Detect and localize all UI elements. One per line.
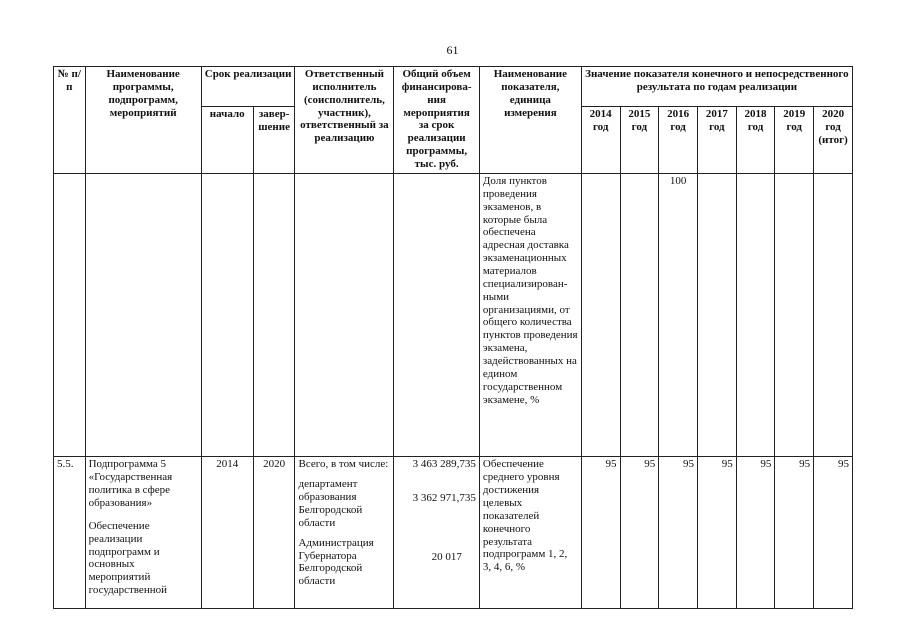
row2-value-2018: 95 <box>736 457 775 609</box>
row1-value-2020 <box>814 174 853 457</box>
header-financing: Общий объем финансирова- ния мероприятия за срок реализации программы, тыс. руб. <box>394 67 480 174</box>
row2-name-measure: Обеспечение реализации подпрограмм и основных мероприятий государственной <box>88 519 167 597</box>
executor-department-label: департамент образования Белгородской области <box>298 478 363 529</box>
row1-name <box>85 174 201 457</box>
header-period-start: начало <box>201 107 253 174</box>
row1-indicator: Доля пунктов проведения экзаменов, в которые была обеспечена адресная доставка экзаменационных материалов специализирован- ными организациями, от общего количества пунктов проведения экзамена, задействованных на едином государственном экзамене, % <box>479 174 581 457</box>
table-row <box>54 457 853 609</box>
financing-total: 3 463 289,735 <box>412 458 476 471</box>
row2-executor <box>295 457 394 609</box>
header-year-2016: 2016 год <box>659 107 698 174</box>
row2-value-2019: 95 <box>775 457 814 609</box>
header-year-2018: 2018 год <box>736 107 775 174</box>
executor-administration-label: Администрация Губернатора Белгородской области <box>298 536 374 588</box>
row2-end: 2020 <box>253 457 295 609</box>
page-number: 61 <box>446 43 459 57</box>
header-year-2020: 2020 год (итог) <box>814 107 853 174</box>
row1-value-2017 <box>697 174 736 457</box>
row2-value-2020: 95 <box>814 457 853 609</box>
program-table <box>53 66 853 609</box>
row1-value-2016: 100 <box>659 174 698 457</box>
row1-value-2018 <box>736 174 775 457</box>
financing-administration: 20 017 <box>431 551 462 564</box>
row2-value-2016: 95 <box>659 457 698 609</box>
header-year-2017: 2017 год <box>697 107 736 174</box>
header-indicator: Наименование показателя, единица измерения <box>479 67 581 174</box>
header-period: Срок реализации <box>201 67 295 107</box>
table-row <box>54 174 853 457</box>
row2-value-2015: 95 <box>620 457 659 609</box>
row2-value-2014: 95 <box>581 457 620 609</box>
row1-num <box>54 174 86 457</box>
header-num: № п/п <box>54 67 86 174</box>
financing-department: 3 362 971,735 <box>412 492 476 505</box>
row1-value-2015 <box>620 174 659 457</box>
header-year-2015: 2015 год <box>620 107 659 174</box>
executor-total-label: Всего, в том числе: <box>298 458 389 471</box>
row1-executor <box>295 174 394 457</box>
header-name: Наименование программы, подпрограмм, мероприятий <box>85 67 201 174</box>
header-values-title: Значение показателя конечного и непосредственного результата по годам реализации <box>581 67 852 107</box>
row2-financing <box>394 457 480 609</box>
row2-start: 2014 <box>201 457 253 609</box>
row2-name <box>85 457 201 609</box>
header-year-2014: 2014 год <box>581 107 620 174</box>
row2-value-2017: 95 <box>697 457 736 609</box>
row2-indicator: Обеспечение среднего уровня достижения целевых показателей конечного результата подпрограмм 1, 2, 3, 4, 6, % <box>479 457 581 609</box>
row1-end <box>253 174 295 457</box>
row1-financing <box>394 174 480 457</box>
row2-name-subprogram: Подпрограмма 5 «Государственная политика в сфере образования» <box>88 458 173 510</box>
row1-value-2019 <box>775 174 814 457</box>
table-header <box>54 67 853 174</box>
header-executor: Ответственный исполнитель (соисполнитель, участник), ответственный за реализацию <box>295 67 394 174</box>
row1-value-2014 <box>581 174 620 457</box>
row2-num: 5.5. <box>54 457 86 609</box>
header-period-end: завер- шение <box>253 107 295 174</box>
header-year-2019: 2019 год <box>775 107 814 174</box>
row1-start <box>201 174 253 457</box>
